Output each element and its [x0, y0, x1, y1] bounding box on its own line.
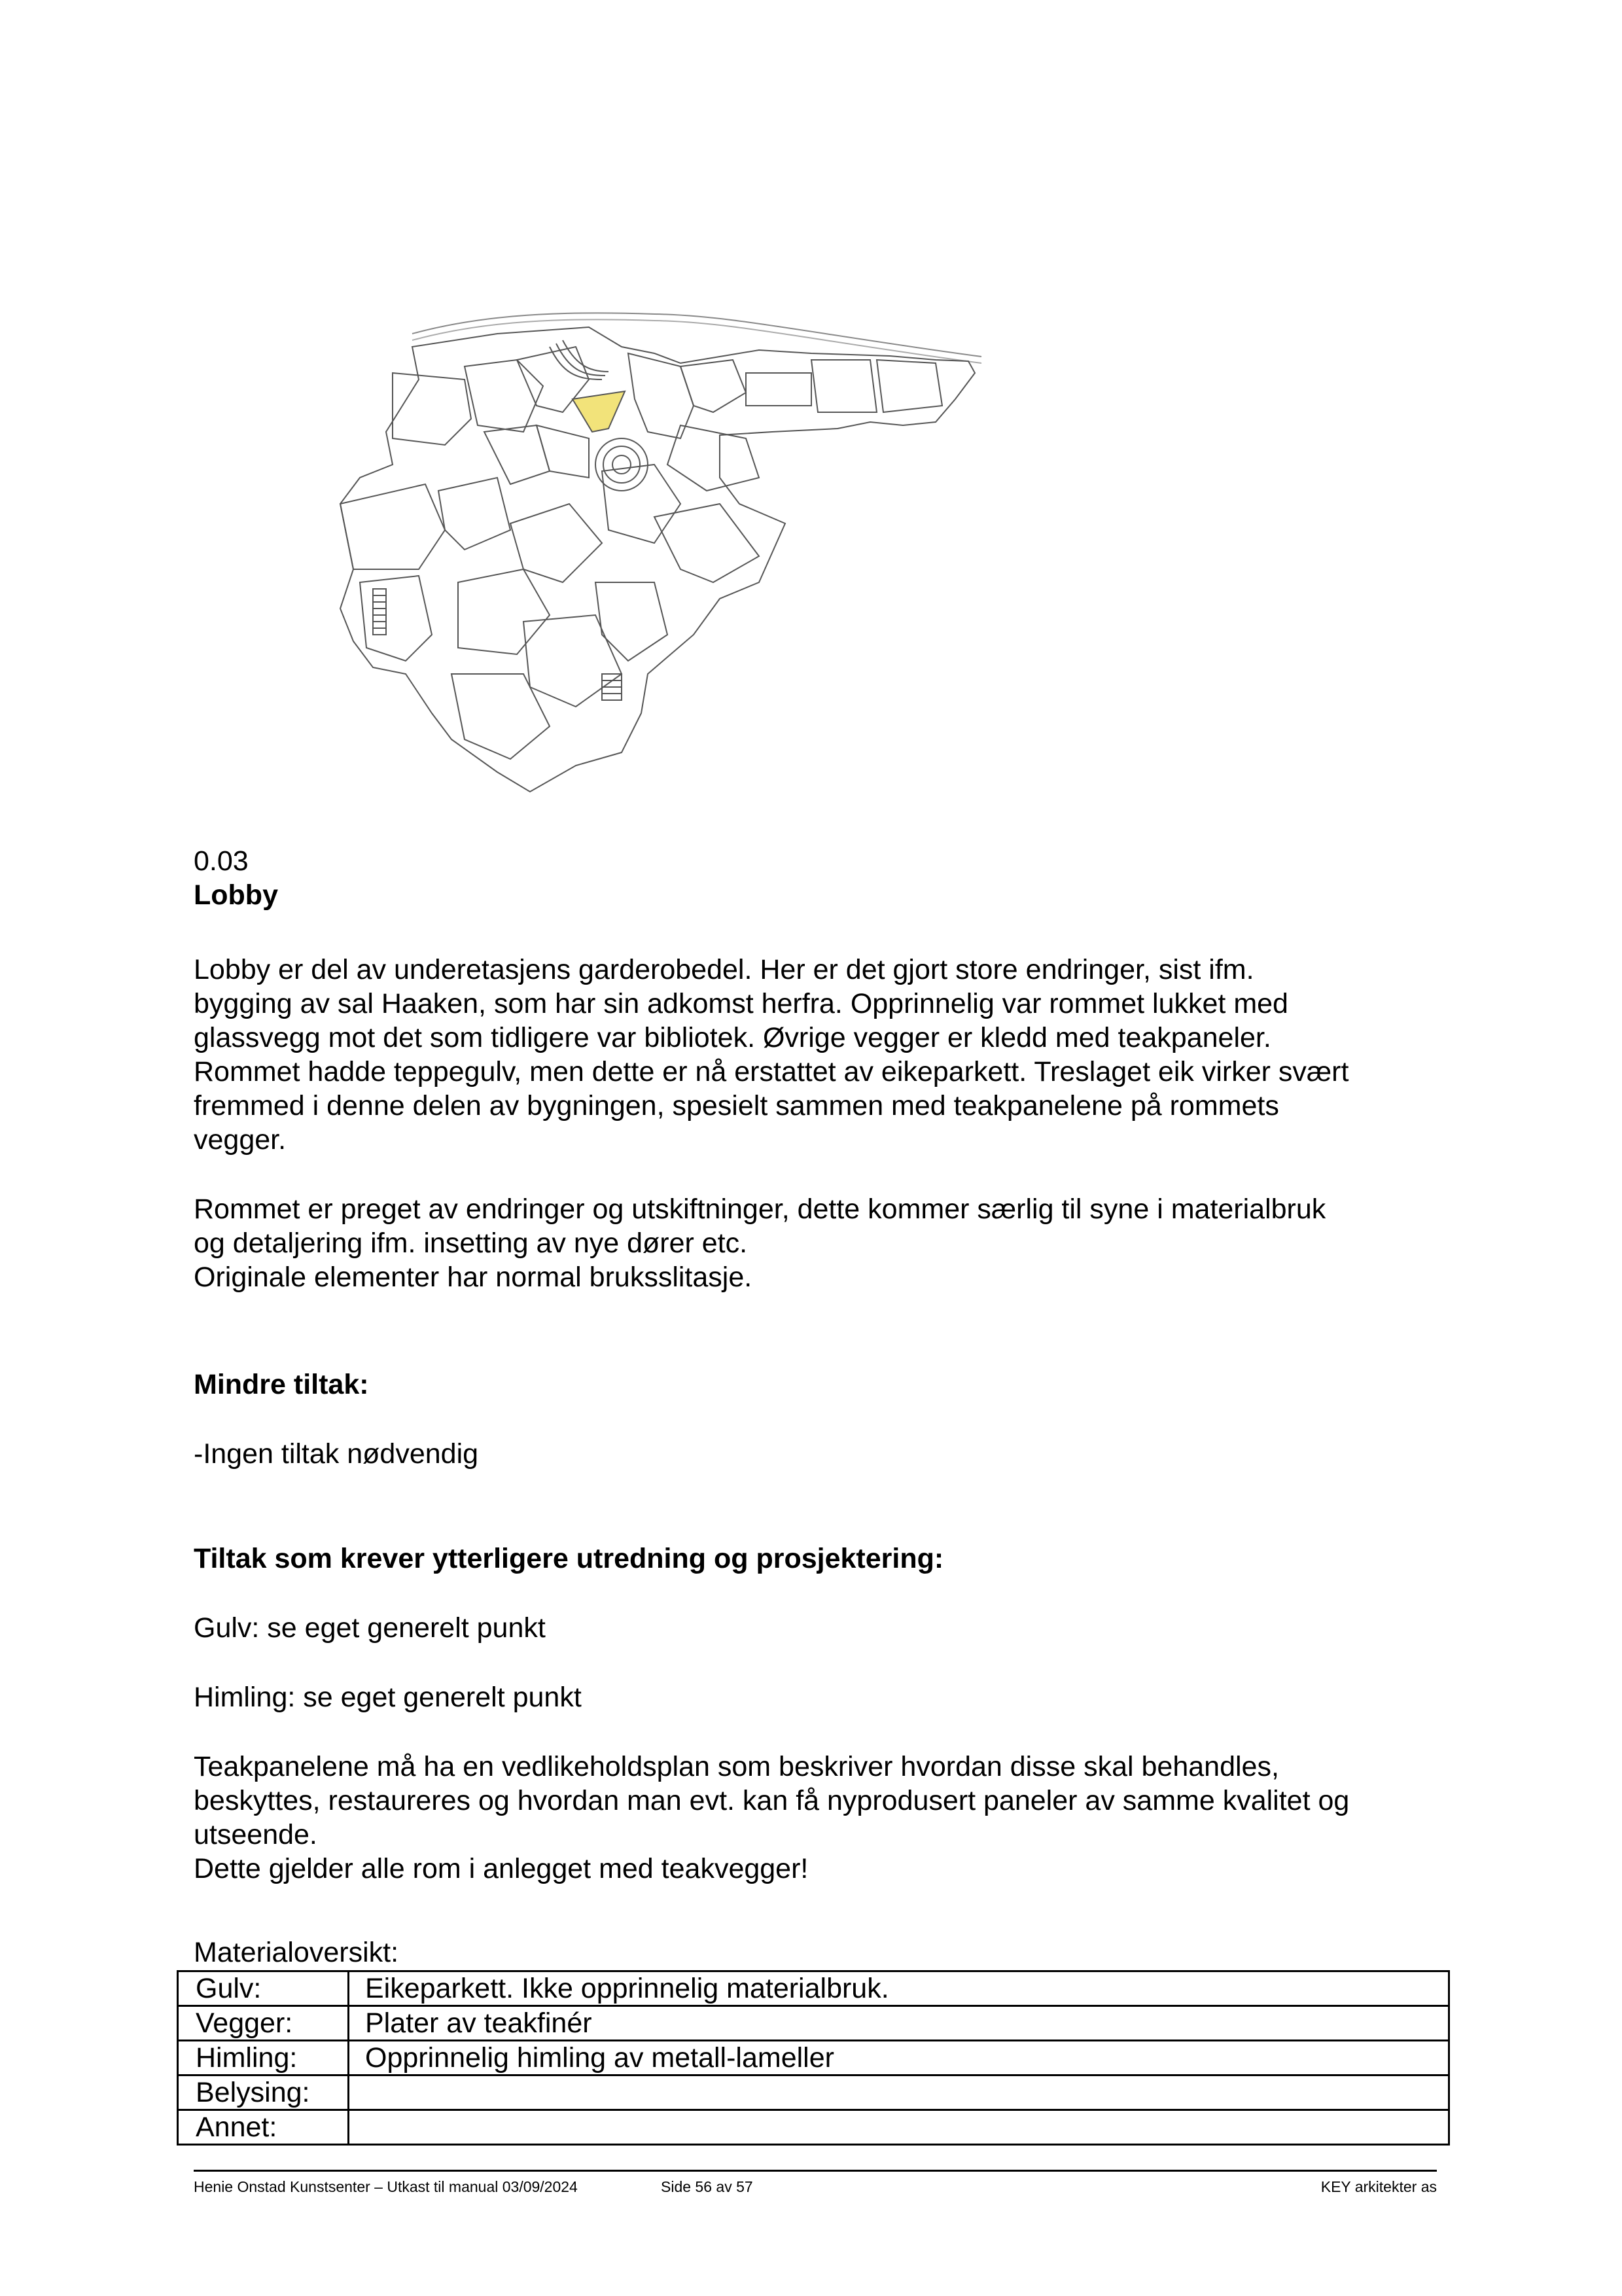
highlighted-room-lobby	[573, 391, 625, 432]
material-label: Himling:	[178, 2041, 349, 2075]
paragraph-1	[194, 953, 1456, 1157]
paragraph-line: beskyttes, restaureres og hvordan man evt. kan få nyprodusert paneler av samme kvalitet og	[194, 1785, 1350, 1816]
material-label: Annet:	[178, 2110, 349, 2145]
section-number: 0.03	[194, 845, 249, 877]
material-label: Vegger:	[178, 2006, 349, 2041]
table-row	[178, 1971, 1449, 2006]
paragraph-line: Dette gjelder alle rom i anlegget med teakvegger!	[194, 1853, 809, 1884]
paragraph-line: glassvegg mot det som tidligere var bibliotek. Øvrige vegger er kledd med teakpaneler.	[194, 1022, 1271, 1053]
further-measures-heading: Tiltak som krever ytterligere utredning og prosjektering:	[194, 1543, 944, 1574]
table-row	[178, 2075, 1449, 2110]
material-value	[349, 2075, 1449, 2110]
paragraph-line: fremmed i denne delen av bygningen, spesielt sammen med teakpanelene på rommets	[194, 1090, 1279, 1122]
footer-divider	[194, 2170, 1437, 2172]
material-label: Gulv:	[178, 1971, 349, 2006]
teak-maintenance-paragraph	[194, 1750, 1456, 1886]
footer-company: KEY arkitekter as	[1320, 2178, 1437, 2195]
paragraph-line: Rommet er preget av endringer og utskiftninger, dette kommer særlig til syne i materialbruk	[194, 1193, 1326, 1225]
minor-measures-heading: Mindre tiltak:	[194, 1369, 369, 1400]
paragraph-line: Rommet hadde teppegulv, men dette er nå erstattet av eikeparkett. Treslaget eik virker svært	[194, 1056, 1349, 1087]
paragraph-line: utseende.	[194, 1819, 317, 1850]
material-value: Eikeparkett. Ikke opprinnelig materialbruk.	[349, 1971, 1449, 2006]
paragraph-line: og detaljering ifm. insetting av nye dører etc.	[194, 1227, 748, 1259]
materials-table	[177, 1970, 1450, 2146]
materials-caption: Materialoversikt:	[194, 1937, 399, 1968]
paragraph-line: Originale elementer har normal bruksslitasje.	[194, 1262, 752, 1293]
footer-document-title: Henie Onstad Kunstsenter – Utkast til manual 03/09/2024	[194, 2178, 578, 2195]
paragraph-line: vegger.	[194, 1124, 287, 1156]
footer-page-number: Side 56 av 57	[661, 2178, 753, 2195]
section-title: Lobby	[194, 879, 278, 911]
material-value: Opprinnelig himling av metall-lameller	[349, 2041, 1449, 2075]
floor-plan-outline	[340, 313, 981, 792]
paragraph-line: Lobby er del av underetasjens garderobedel. Her er det gjort store endringer, sist ifm.	[194, 954, 1254, 985]
paragraph-line: Teakpanelene må ha en vedlikeholdsplan som beskriver hvordan disse skal behandles,	[194, 1751, 1279, 1782]
floor-note: Gulv: se eget generelt punkt	[194, 1612, 546, 1644]
material-value: Plater av teakfinér	[349, 2006, 1449, 2041]
paragraph-line: bygging av sal Haaken, som har sin adkomst herfra. Opprinnelig var rommet lukket med	[194, 988, 1288, 1019]
material-label: Belysing:	[178, 2075, 349, 2110]
table-row	[178, 2110, 1449, 2145]
floor-plan-drawing	[314, 308, 1001, 805]
material-value	[349, 2110, 1449, 2145]
paragraph-2	[194, 1192, 1456, 1294]
table-row	[178, 2006, 1449, 2041]
table-row	[178, 2041, 1449, 2075]
minor-measures-item: -Ingen tiltak nødvendig	[194, 1438, 479, 1470]
ceiling-note: Himling: se eget generelt punkt	[194, 1682, 582, 1713]
